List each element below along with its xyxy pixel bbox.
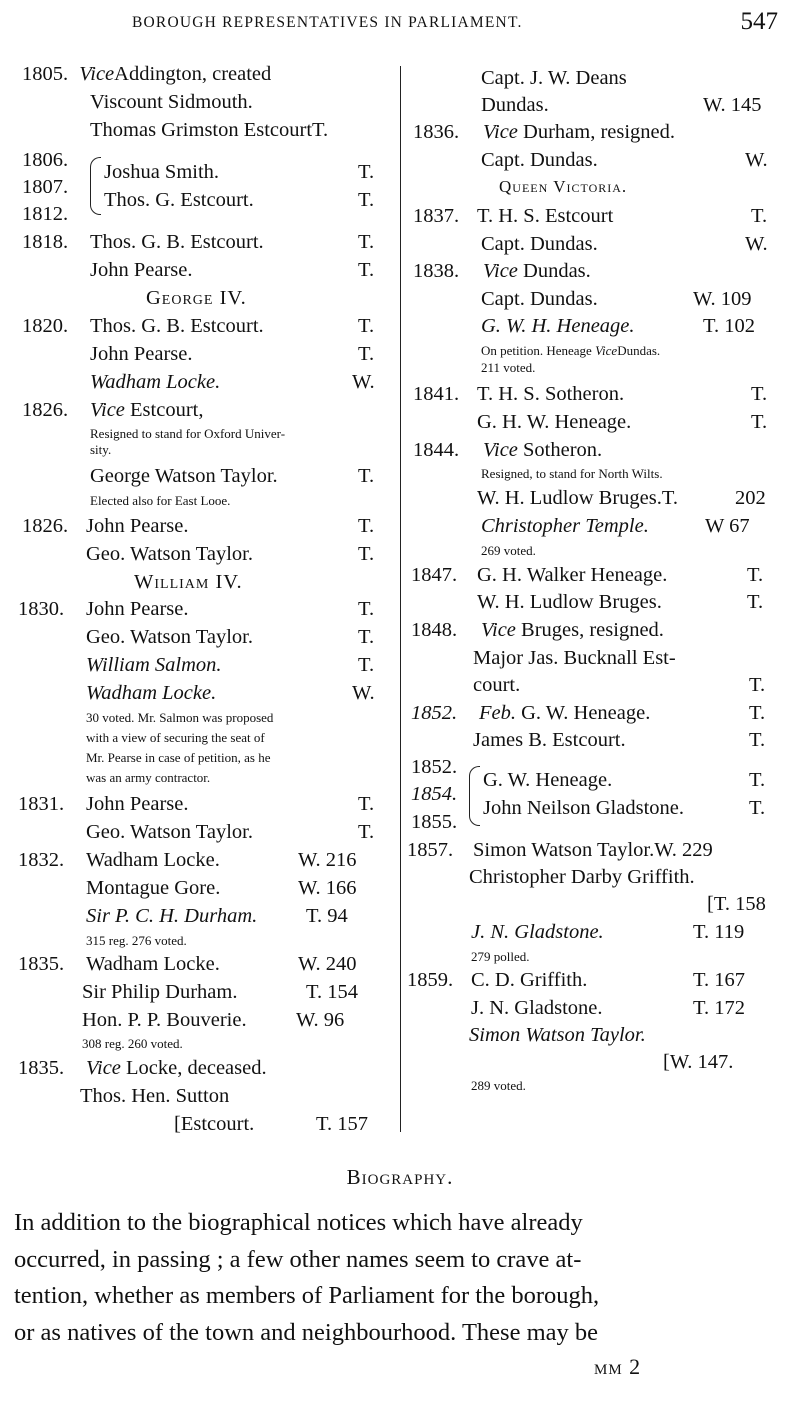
member-name: John Pearse. — [86, 793, 189, 815]
member-name: C. D. Griffith. — [471, 969, 588, 991]
entry-text: Bruges, resigned. — [521, 619, 664, 641]
party: T. — [358, 654, 375, 676]
year: 1812. — [22, 203, 69, 225]
member-name: Wadham Locke. — [86, 849, 220, 871]
party: T. — [749, 674, 766, 696]
member-name: Capt. Dundas. — [481, 233, 598, 255]
vice-entry — [483, 259, 591, 283]
member-name: W. H. Ludlow Bruges. — [477, 591, 662, 613]
reign-heading: Queen Victoria. — [499, 177, 628, 196]
member-name: Thos. Hen. Sutton — [80, 1085, 230, 1107]
vice-label: Vice — [483, 439, 518, 461]
vice-label: Vice — [79, 63, 115, 85]
note-text: Dundas. — [617, 343, 661, 358]
party: T. — [358, 515, 375, 537]
year: 1836. — [413, 121, 460, 143]
member-name: John Neilson Gladstone. — [483, 797, 684, 819]
year: 1805. — [22, 63, 69, 85]
party-votes: W. 240 — [298, 953, 357, 975]
member-name: William Salmon. — [86, 654, 222, 676]
note: Elected also for East Looe. — [90, 493, 231, 508]
reign-heading: William IV. — [134, 571, 243, 593]
vice-entry — [90, 398, 203, 422]
entry-text: Dundas. — [523, 260, 591, 282]
entry-1805 — [22, 62, 271, 86]
paragraph-line: tention, whether as members of Parliament for the borough, — [14, 1282, 600, 1309]
member-name: Christopher Darby Griffith. — [469, 866, 695, 888]
party-votes: W. 109 — [693, 288, 752, 310]
entry-text: Durham, resigned. — [523, 121, 676, 143]
member-name: John Pearse. — [90, 259, 193, 281]
note: with a view of securing the seat of — [86, 730, 265, 745]
party-votes: W. 96 — [296, 1009, 345, 1031]
member-name: court. — [473, 674, 521, 696]
year: 1835. — [18, 1057, 65, 1079]
party: T. — [358, 821, 375, 843]
month-label: Feb. — [479, 702, 516, 724]
member-name: Wadham Locke. — [86, 682, 217, 704]
party: T. — [358, 189, 375, 211]
member-name: Wadham Locke. — [90, 371, 221, 393]
party-votes: T. 119 — [693, 921, 745, 943]
note — [481, 343, 660, 358]
member-name: Simon Watson Taylor.W. 229 — [473, 839, 713, 861]
body-paragraph — [14, 1205, 776, 1351]
party: T. — [751, 205, 768, 227]
member-name: Wadham Locke. — [86, 953, 220, 975]
year: 1830. — [18, 598, 65, 620]
party: T. — [747, 564, 764, 586]
member-name: J. N. Gladstone. — [471, 997, 603, 1019]
page-header — [0, 8, 800, 40]
column-divider — [400, 66, 401, 1132]
note: 279 polled. — [471, 949, 530, 964]
member-name: G. H. W. Heneage. — [477, 411, 632, 433]
party-votes: W 67 — [705, 515, 750, 537]
member-name: W. H. Ludlow Bruges.T. — [477, 487, 678, 509]
entry-line: Viscount Sidmouth. — [90, 91, 253, 113]
note: Resigned to stand for Oxford Univer- — [90, 426, 286, 441]
party-votes: T. 157 — [316, 1113, 369, 1135]
year: 1852. — [411, 702, 458, 724]
party: T. — [749, 797, 766, 819]
year: 1835. — [18, 953, 65, 975]
year: 1807. — [22, 176, 69, 198]
party: W. — [745, 149, 768, 171]
member-name: Montague Gore. — [86, 877, 221, 899]
year: 1838. — [413, 260, 460, 282]
vice-label: Vice — [483, 121, 518, 143]
member-name: [Estcourt. — [174, 1113, 255, 1135]
year: 1848. — [411, 619, 458, 641]
member-name: George Watson Taylor. — [90, 465, 278, 487]
vice-label: Vice — [481, 619, 516, 641]
reign-heading: George IV. — [146, 287, 247, 309]
member-name: Sir Philip Durham. — [82, 981, 238, 1003]
party: T. — [358, 343, 375, 365]
entry-line: Thomas Grimston EstcourtT. — [90, 119, 329, 141]
party: T. — [358, 231, 375, 253]
member-name: Thos. G. B. Estcourt. — [90, 315, 264, 337]
page-number: 547 — [740, 8, 778, 35]
year: 1837. — [413, 205, 460, 227]
member-name: John Pearse. — [86, 598, 189, 620]
party: W. — [745, 233, 768, 255]
party: T. — [358, 259, 375, 281]
member-name: John Pearse. — [86, 515, 189, 537]
note: 315 reg. 276 voted. — [86, 933, 187, 948]
member-name: Dundas. — [481, 94, 549, 116]
feb-entry — [479, 701, 650, 725]
member-name: Hon. P. P. Bouverie. — [82, 1009, 247, 1031]
member-name: Thos. G. B. Estcourt. — [90, 231, 264, 253]
entry-text: Locke, deceased. — [126, 1057, 267, 1079]
note: was an army contractor. — [86, 770, 211, 785]
vice-entry — [483, 438, 602, 462]
entry-text: Sotheron. — [523, 439, 603, 461]
party: T. — [358, 626, 375, 648]
vice-entry — [86, 1056, 267, 1080]
running-title: BOROUGH REPRESENTATIVES IN PARLIAMENT. — [132, 14, 523, 31]
note: 289 voted. — [471, 1078, 526, 1093]
vice-label: Vice — [483, 260, 518, 282]
votes: 202 — [735, 487, 766, 509]
year: 1818. — [22, 231, 69, 253]
year: 1854. — [411, 783, 458, 805]
note: Resigned, to stand for North Wilts. — [481, 466, 663, 481]
party: T. — [749, 769, 766, 791]
paragraph-line: In addition to the biographical notices which have already — [14, 1209, 583, 1236]
year: 1844. — [413, 439, 460, 461]
section-heading: Biography. — [346, 1165, 454, 1189]
note: sity. — [90, 442, 112, 457]
party-votes: W. 166 — [298, 877, 357, 899]
year: 1859. — [407, 969, 454, 991]
note: 211 voted. — [481, 360, 536, 375]
note: 269 voted. — [481, 543, 536, 558]
member-name: Geo. Watson Taylor. — [86, 626, 253, 648]
vice-entry — [483, 120, 675, 144]
year: 1820. — [22, 315, 69, 337]
member-name: John Pearse. — [90, 343, 193, 365]
member-name: Capt. Dundas. — [481, 149, 598, 171]
note: Mr. Pearse in case of petition, as he — [86, 750, 271, 765]
member-name: G. H. Walker Heneage. — [477, 564, 668, 586]
party: T. — [747, 591, 764, 613]
vice-label: Vice — [90, 399, 125, 421]
brace-icon — [469, 766, 480, 826]
member-name: Capt. Dundas. — [481, 288, 598, 310]
entry-text: Estcourt, — [130, 399, 204, 421]
party: T. — [749, 702, 766, 724]
member-name: T. H. S. Estcourt — [477, 205, 614, 227]
party: W. — [352, 371, 375, 393]
paragraph-line: occurred, in passing ; a few other names seem to crave at- — [14, 1245, 582, 1273]
year: 1855. — [411, 811, 458, 833]
note: 30 voted. Mr. Salmon was proposed — [86, 710, 274, 725]
party: T. — [749, 729, 766, 751]
party: T. — [358, 315, 375, 337]
note-text: On petition. Heneage — [481, 343, 592, 358]
year: 1831. — [18, 793, 65, 815]
vice-label: Vice — [595, 343, 618, 358]
year: 1826. — [22, 515, 69, 537]
party: T. — [358, 543, 375, 565]
member-name: Simon Watson Taylor. — [469, 1024, 646, 1046]
party-votes: T. 94 — [306, 905, 348, 927]
entry-text: Addington, created — [114, 63, 272, 85]
year: 1847. — [411, 564, 458, 586]
vice-label: Vice — [86, 1057, 121, 1079]
party-votes: T. 167 — [693, 969, 746, 991]
member-name: Geo. Watson Taylor. — [86, 543, 253, 565]
party-votes: [W. 147. — [663, 1051, 734, 1073]
party-votes: [T. 158 — [707, 893, 766, 915]
member-name: Major Jas. Bucknall Est- — [473, 647, 676, 669]
member-name: G. W. Heneage. — [483, 769, 613, 791]
member-name: Joshua Smith. — [104, 161, 220, 183]
member-name: Thos. G. Estcourt. — [104, 189, 254, 211]
party: T. — [751, 383, 768, 405]
brace-icon — [90, 157, 101, 215]
member-name: Sir P. C. H. Durham. — [86, 905, 258, 927]
paragraph-line: or as natives of the town and neighbourhood. These may be — [14, 1318, 599, 1346]
year: 1841. — [413, 383, 460, 405]
member-name: G. W. H. Heneage. — [481, 315, 635, 337]
party-votes: T. 102 — [703, 315, 756, 337]
note: 308 reg. 260 voted. — [82, 1036, 183, 1051]
year: 1852. — [411, 756, 458, 778]
party: T. — [751, 411, 768, 433]
member-name: Geo. Watson Taylor. — [86, 821, 253, 843]
signature-mark: mm 2 — [594, 1354, 642, 1379]
year: 1857. — [407, 839, 454, 861]
member-name: Christopher Temple. — [481, 515, 649, 537]
member-name: Capt. J. W. Deans — [481, 67, 627, 89]
party: T. — [358, 598, 375, 620]
year: 1806. — [22, 149, 69, 171]
party-votes: W. 145 — [703, 94, 762, 116]
party: T. — [358, 465, 375, 487]
member-name: James B. Estcourt. — [473, 729, 626, 751]
year: 1832. — [18, 849, 65, 871]
party-votes: T. 154 — [306, 981, 359, 1003]
member-name: G. W. Heneage. — [521, 702, 651, 724]
party: T. — [358, 793, 375, 815]
member-name: T. H. S. Sotheron. — [477, 383, 625, 405]
year: 1826. — [22, 399, 69, 421]
party: T. — [358, 161, 375, 183]
party: W. — [352, 682, 375, 704]
party-votes: T. 172 — [693, 997, 746, 1019]
vice-entry — [481, 618, 664, 642]
party-votes: W. 216 — [298, 849, 357, 871]
member-name: J. N. Gladstone. — [471, 921, 604, 943]
